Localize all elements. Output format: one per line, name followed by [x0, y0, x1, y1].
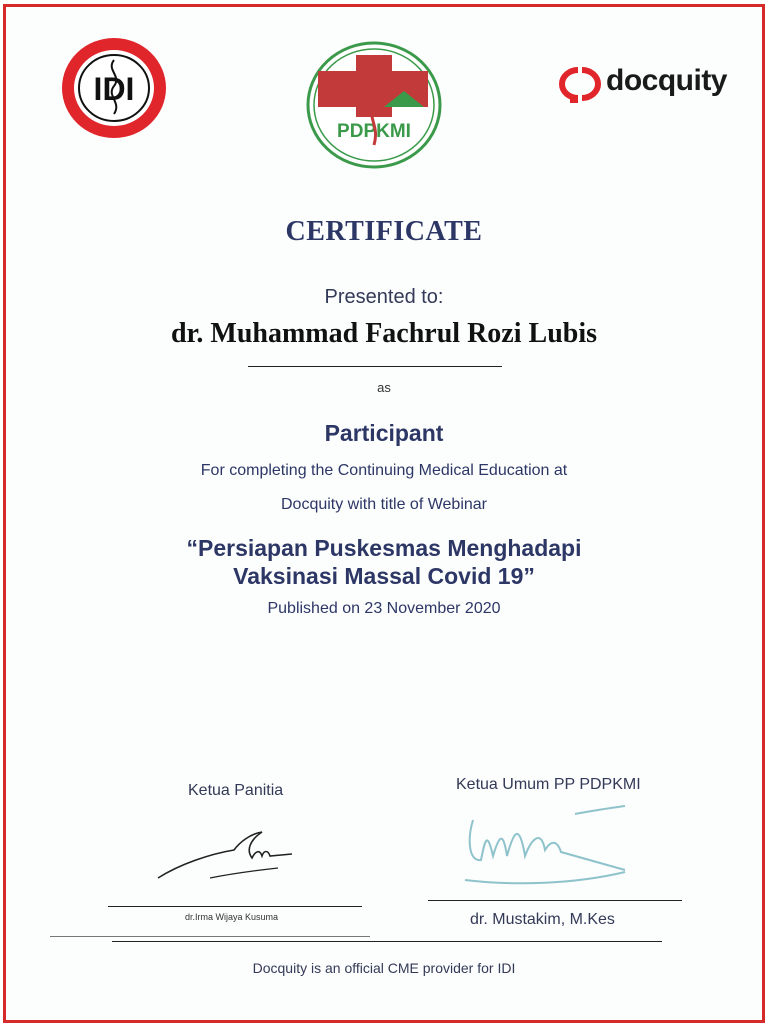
description-line-2: Docquity with title of Webinar — [280, 496, 487, 513]
docquity-logo — [556, 64, 726, 104]
svg-text:IDI: IDI — [93, 71, 135, 107]
footer-note: Docquity is an official CME provider for IDI — [252, 960, 516, 976]
published-date: Published on 23 November 2020 — [267, 600, 501, 617]
right-signature-title: Ketua Umum PP PDPKMI — [456, 776, 641, 793]
recipient-name: dr. Muhammad Fachrul Rozi Lubis — [170, 318, 598, 349]
certificate-title: CERTIFICATE — [285, 216, 483, 247]
footer-divider — [112, 941, 662, 942]
pdpkmi-logo — [306, 41, 442, 169]
svg-text:PDPKMI: PDPKMI — [337, 121, 411, 142]
name-underline — [248, 366, 502, 367]
as-label: as — [377, 380, 391, 395]
role-label: Participant — [324, 420, 444, 446]
left-signature-title: Ketua Panitia — [188, 782, 284, 799]
docquity-logo-text: docquity — [606, 64, 727, 97]
left-signature-line — [108, 906, 362, 907]
left-signature-image — [150, 820, 300, 890]
presented-label: Presented to: — [324, 286, 444, 308]
right-signer-name: dr. Mustakim, M.Kes — [470, 911, 615, 928]
docquity-logo-icon — [556, 66, 602, 104]
description-line-1: For completing the Continuing Medical Education at — [200, 462, 568, 479]
right-signature-line — [428, 900, 682, 901]
right-signature-image — [455, 800, 635, 890]
footer-divider-short — [50, 936, 370, 937]
webinar-title — [0, 534, 768, 590]
idi-logo — [60, 36, 168, 140]
webinar-title-line-2: Vaksinasi Massal Covid 19” — [233, 563, 535, 589]
left-signer-name: dr.Irma Wijaya Kusuma — [185, 912, 279, 922]
webinar-title-line-1: “Persiapan Puskesmas Menghadapi — [186, 535, 582, 561]
